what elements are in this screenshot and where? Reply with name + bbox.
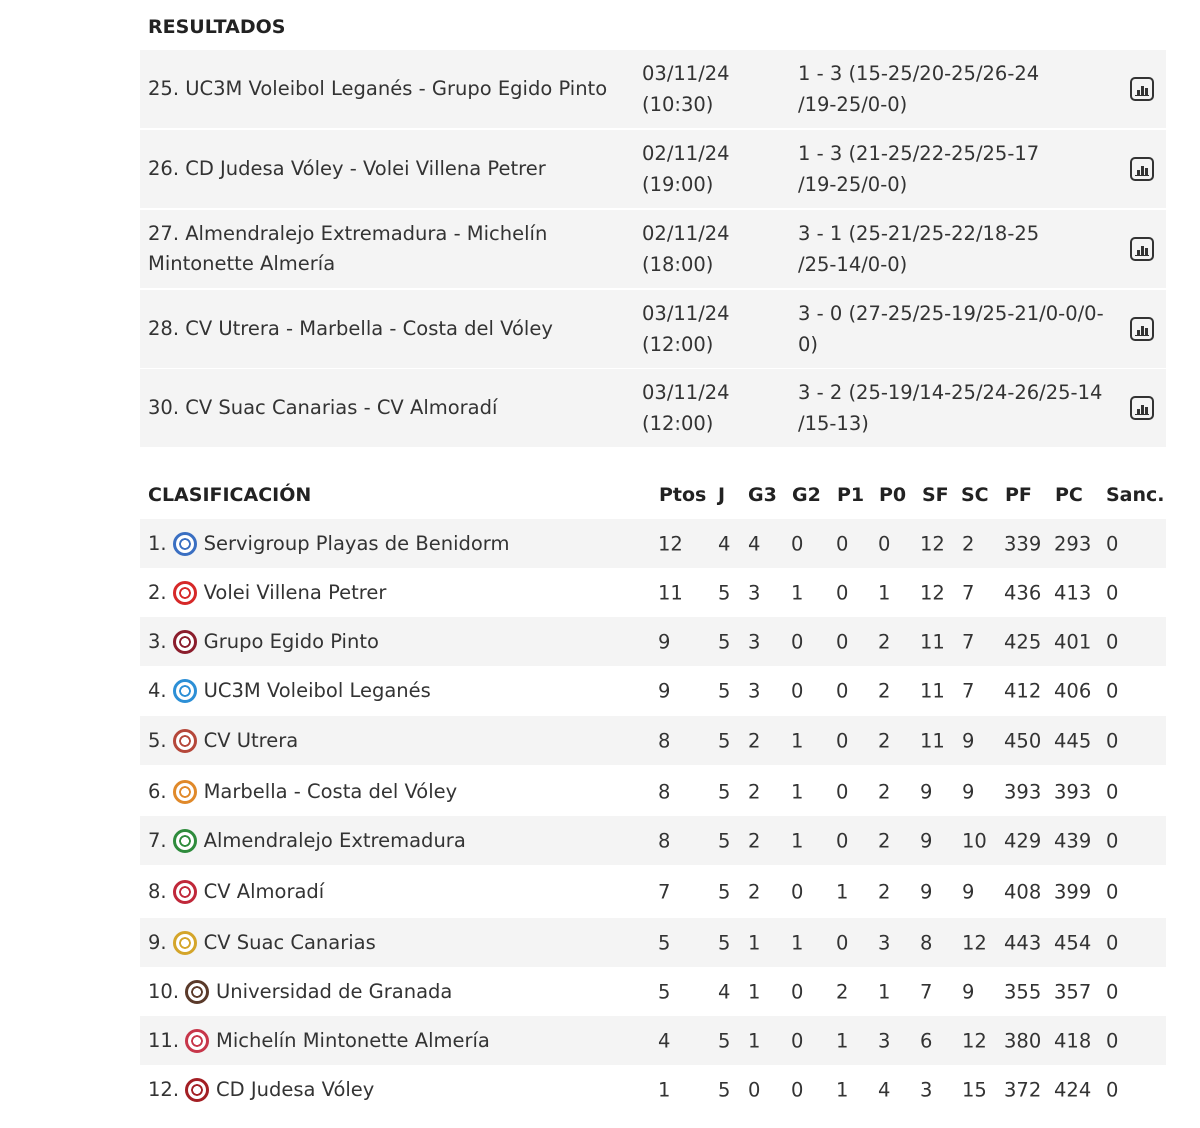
stat-pc: 454 bbox=[1054, 931, 1092, 954]
stat-g3: 1 bbox=[748, 931, 761, 954]
stat-g2: 0 bbox=[791, 630, 804, 653]
stat-sanc: 0 bbox=[1106, 980, 1119, 1003]
stat-p1: 0 bbox=[836, 581, 849, 604]
stat-p0: 0 bbox=[878, 532, 891, 555]
team-name[interactable]: Volei Villena Petrer bbox=[203, 581, 387, 604]
result-score bbox=[798, 138, 1118, 200]
stat-pf: 380 bbox=[1004, 1029, 1042, 1052]
stat-ptos: 11 bbox=[658, 581, 683, 604]
result-match[interactable]: 25. UC3M Voleibol Leganés - Grupo Egido Pinto bbox=[148, 77, 608, 100]
stat-j: 4 bbox=[718, 532, 731, 555]
result-date: 02/11/24 bbox=[642, 222, 730, 245]
stat-j: 5 bbox=[718, 780, 731, 803]
stat-g3: 1 bbox=[748, 1029, 761, 1052]
team-cell[interactable] bbox=[148, 780, 457, 804]
stat-sc: 7 bbox=[962, 679, 975, 702]
stat-p0: 2 bbox=[878, 780, 891, 803]
stat-sf: 9 bbox=[920, 780, 933, 803]
result-score bbox=[798, 298, 1118, 360]
stat-p0: 2 bbox=[878, 630, 891, 653]
stat-p0: 2 bbox=[878, 679, 891, 702]
header-p0: P0 bbox=[879, 484, 907, 506]
stat-sanc: 0 bbox=[1106, 581, 1119, 604]
stat-ptos: 1 bbox=[658, 1078, 671, 1101]
stat-pf: 339 bbox=[1004, 532, 1042, 555]
stat-g3: 2 bbox=[748, 880, 761, 903]
stat-sf: 12 bbox=[920, 532, 945, 555]
stats-chart-icon[interactable] bbox=[1130, 317, 1154, 341]
stat-g2: 1 bbox=[791, 931, 804, 954]
stat-sc: 10 bbox=[962, 829, 987, 852]
stat-sanc: 0 bbox=[1106, 679, 1119, 702]
stat-sanc: 0 bbox=[1106, 931, 1119, 954]
stat-sanc: 0 bbox=[1106, 729, 1119, 752]
standings-row[interactable] bbox=[140, 918, 1166, 967]
stat-p1: 0 bbox=[836, 679, 849, 702]
stat-ptos: 8 bbox=[658, 729, 671, 752]
stat-pc: 401 bbox=[1054, 630, 1092, 653]
team-cell[interactable] bbox=[148, 581, 386, 605]
team-position: 5. bbox=[148, 729, 167, 752]
team-position: 1. bbox=[148, 532, 167, 555]
stat-pf: 450 bbox=[1004, 729, 1042, 752]
standings-row[interactable] bbox=[140, 867, 1166, 916]
result-score-line1: 3 - 0 (27-25/25-19/25-21/0-0/0-0) bbox=[798, 302, 1104, 356]
pinto-logo bbox=[173, 630, 197, 654]
result-match[interactable]: 28. CV Utrera - Marbella - Costa del Vóley bbox=[148, 317, 553, 340]
stat-p1: 2 bbox=[836, 980, 849, 1003]
stat-sanc: 0 bbox=[1106, 829, 1119, 852]
benidorm-logo bbox=[173, 532, 197, 556]
team-cell[interactable] bbox=[148, 829, 466, 853]
standings-row[interactable] bbox=[140, 816, 1166, 865]
stat-sf: 9 bbox=[920, 880, 933, 903]
stat-ptos: 9 bbox=[658, 679, 671, 702]
team-name[interactable]: Almendralejo Extremadura bbox=[203, 829, 466, 852]
result-time: (10:30) bbox=[642, 93, 714, 116]
team-position: 7. bbox=[148, 829, 167, 852]
stat-pc: 439 bbox=[1054, 829, 1092, 852]
result-date: 03/11/24 bbox=[642, 62, 730, 85]
granada-logo bbox=[185, 980, 209, 1004]
standings-title: CLASIFICACIÓN bbox=[148, 484, 312, 506]
stat-sanc: 0 bbox=[1106, 1078, 1119, 1101]
almeria-logo bbox=[185, 1029, 209, 1053]
judesa-logo bbox=[185, 1078, 209, 1102]
stat-ptos: 8 bbox=[658, 780, 671, 803]
stat-g3: 2 bbox=[748, 780, 761, 803]
stat-sf: 6 bbox=[920, 1029, 933, 1052]
header-p1: P1 bbox=[837, 484, 865, 506]
team-cell[interactable] bbox=[148, 729, 298, 753]
stat-g2: 1 bbox=[791, 829, 804, 852]
stat-pf: 412 bbox=[1004, 679, 1042, 702]
team-name[interactable]: CD Judesa Vóley bbox=[216, 1078, 375, 1101]
stat-j: 5 bbox=[718, 1078, 731, 1101]
stat-g3: 0 bbox=[748, 1078, 761, 1101]
team-position: 9. bbox=[148, 931, 167, 954]
stat-p1: 0 bbox=[836, 729, 849, 752]
stat-sc: 2 bbox=[962, 532, 975, 555]
stat-sf: 12 bbox=[920, 581, 945, 604]
suac-logo bbox=[173, 931, 197, 955]
stat-sc: 9 bbox=[962, 980, 975, 1003]
team-name[interactable]: CV Suac Canarias bbox=[203, 931, 376, 954]
result-time: (12:00) bbox=[642, 412, 714, 435]
stat-j: 5 bbox=[718, 679, 731, 702]
stat-pf: 372 bbox=[1004, 1078, 1042, 1101]
result-datetime bbox=[642, 58, 782, 120]
stat-g2: 0 bbox=[791, 1029, 804, 1052]
stat-sanc: 0 bbox=[1106, 780, 1119, 803]
stat-p1: 0 bbox=[836, 780, 849, 803]
result-date: 02/11/24 bbox=[642, 142, 730, 165]
team-cell[interactable] bbox=[148, 880, 324, 904]
stat-sc: 7 bbox=[962, 630, 975, 653]
stat-ptos: 9 bbox=[658, 630, 671, 653]
stat-g2: 0 bbox=[791, 679, 804, 702]
stat-pf: 425 bbox=[1004, 630, 1042, 653]
stats-chart-icon[interactable] bbox=[1130, 77, 1154, 101]
team-cell[interactable] bbox=[148, 630, 379, 654]
stat-p1: 1 bbox=[836, 880, 849, 903]
result-date: 03/11/24 bbox=[642, 302, 730, 325]
stats-chart-icon[interactable] bbox=[1130, 396, 1154, 420]
team-position: 12. bbox=[148, 1078, 180, 1101]
stat-j: 5 bbox=[718, 630, 731, 653]
stat-p0: 2 bbox=[878, 729, 891, 752]
standings-row[interactable] bbox=[140, 1016, 1166, 1065]
standings-row[interactable] bbox=[140, 519, 1166, 568]
almoradi-logo bbox=[173, 880, 197, 904]
result-score-line2: /15-13) bbox=[798, 412, 869, 435]
result-score bbox=[798, 377, 1118, 439]
team-name[interactable]: Michelín Mintonette Almería bbox=[216, 1029, 490, 1052]
stat-j: 5 bbox=[718, 1029, 731, 1052]
stat-j: 5 bbox=[718, 880, 731, 903]
stat-p1: 0 bbox=[836, 532, 849, 555]
stat-p0: 2 bbox=[878, 880, 891, 903]
team-name[interactable]: CV Utrera bbox=[203, 729, 299, 752]
stat-p1: 0 bbox=[836, 931, 849, 954]
stat-pf: 355 bbox=[1004, 980, 1042, 1003]
stat-pc: 406 bbox=[1054, 679, 1092, 702]
result-match[interactable]: 26. CD Judesa Vóley - Volei Villena Petrer bbox=[148, 157, 546, 180]
stat-j: 5 bbox=[718, 729, 731, 752]
stat-p0: 1 bbox=[878, 980, 891, 1003]
stat-p0: 2 bbox=[878, 829, 891, 852]
stat-p0: 3 bbox=[878, 931, 891, 954]
team-position: 3. bbox=[148, 630, 167, 653]
team-position: 6. bbox=[148, 780, 167, 803]
team-position: 10. bbox=[148, 980, 180, 1003]
stat-g2: 0 bbox=[791, 980, 804, 1003]
stat-sc: 9 bbox=[962, 880, 975, 903]
stat-sf: 11 bbox=[920, 630, 945, 653]
result-datetime bbox=[642, 298, 782, 360]
standings-header bbox=[140, 480, 1166, 510]
stat-pf: 436 bbox=[1004, 581, 1042, 604]
stat-g2: 0 bbox=[791, 1078, 804, 1101]
team-cell[interactable] bbox=[148, 679, 431, 703]
stat-p0: 4 bbox=[878, 1078, 891, 1101]
results-title: RESULTADOS bbox=[148, 16, 286, 38]
stat-g2: 0 bbox=[791, 532, 804, 555]
team-name[interactable]: UC3M Voleibol Leganés bbox=[203, 679, 431, 702]
stat-pf: 429 bbox=[1004, 829, 1042, 852]
stat-pf: 393 bbox=[1004, 780, 1042, 803]
stat-g3: 3 bbox=[748, 679, 761, 702]
stat-sf: 11 bbox=[920, 679, 945, 702]
stat-pc: 418 bbox=[1054, 1029, 1092, 1052]
result-datetime bbox=[642, 138, 782, 200]
team-name[interactable]: Servigroup Playas de Benidorm bbox=[203, 532, 510, 555]
utrera-logo bbox=[173, 729, 197, 753]
stat-sanc: 0 bbox=[1106, 630, 1119, 653]
stat-g3: 1 bbox=[748, 980, 761, 1003]
header-pc: PC bbox=[1055, 484, 1083, 506]
team-position: 8. bbox=[148, 880, 167, 903]
standings-row[interactable] bbox=[140, 716, 1166, 765]
header-ptos: Ptos bbox=[659, 484, 707, 506]
team-position: 11. bbox=[148, 1029, 180, 1052]
stat-sc: 9 bbox=[962, 729, 975, 752]
almendralejo-logo bbox=[173, 829, 197, 853]
standings-row[interactable] bbox=[140, 617, 1166, 666]
stat-pc: 393 bbox=[1054, 780, 1092, 803]
stat-p1: 0 bbox=[836, 829, 849, 852]
result-score bbox=[798, 58, 1118, 120]
stat-pc: 293 bbox=[1054, 532, 1092, 555]
team-name[interactable]: Grupo Egido Pinto bbox=[203, 630, 379, 653]
stat-ptos: 5 bbox=[658, 931, 671, 954]
result-row[interactable] bbox=[140, 369, 1166, 447]
stat-ptos: 8 bbox=[658, 829, 671, 852]
stat-sf: 8 bbox=[920, 931, 933, 954]
stat-sf: 7 bbox=[920, 980, 933, 1003]
stats-chart-icon[interactable] bbox=[1130, 237, 1154, 261]
stat-g3: 3 bbox=[748, 581, 761, 604]
header-sanc: Sanc. bbox=[1106, 484, 1165, 506]
team-position: 4. bbox=[148, 679, 167, 702]
standings-row[interactable] bbox=[140, 767, 1166, 816]
result-row[interactable] bbox=[140, 130, 1166, 208]
result-time: (19:00) bbox=[642, 173, 714, 196]
standings-row[interactable] bbox=[140, 568, 1166, 617]
stat-ptos: 12 bbox=[658, 532, 683, 555]
stat-g2: 1 bbox=[791, 581, 804, 604]
marbella-logo bbox=[173, 780, 197, 804]
stat-p1: 1 bbox=[836, 1078, 849, 1101]
stat-ptos: 4 bbox=[658, 1029, 671, 1052]
standings-row[interactable] bbox=[140, 967, 1166, 1016]
stat-j: 5 bbox=[718, 829, 731, 852]
standings-row[interactable] bbox=[140, 1065, 1166, 1114]
team-cell[interactable] bbox=[148, 532, 509, 556]
stat-pc: 413 bbox=[1054, 581, 1092, 604]
uc3m-logo bbox=[173, 679, 197, 703]
header-sf: SF bbox=[922, 484, 949, 506]
stat-ptos: 5 bbox=[658, 980, 671, 1003]
stat-p1: 0 bbox=[836, 630, 849, 653]
stat-j: 5 bbox=[718, 931, 731, 954]
result-date: 03/11/24 bbox=[642, 381, 730, 404]
result-score-line2: /25-14/0-0) bbox=[798, 253, 908, 276]
result-score-line1: 1 - 3 (21-25/22-25/25-17 bbox=[798, 142, 1040, 165]
stat-pc: 445 bbox=[1054, 729, 1092, 752]
stat-j: 5 bbox=[718, 581, 731, 604]
stat-sf: 3 bbox=[920, 1078, 933, 1101]
stat-pf: 443 bbox=[1004, 931, 1042, 954]
stat-g2: 0 bbox=[791, 880, 804, 903]
stat-sf: 11 bbox=[920, 729, 945, 752]
stat-pc: 424 bbox=[1054, 1078, 1092, 1101]
stat-g3: 2 bbox=[748, 729, 761, 752]
result-row[interactable] bbox=[140, 290, 1166, 368]
stat-sc: 12 bbox=[962, 931, 987, 954]
team-cell[interactable] bbox=[148, 931, 376, 955]
stat-ptos: 7 bbox=[658, 880, 671, 903]
result-time: (12:00) bbox=[642, 333, 714, 356]
result-datetime bbox=[642, 218, 782, 280]
stat-sc: 9 bbox=[962, 780, 975, 803]
team-name[interactable]: Universidad de Granada bbox=[216, 980, 453, 1003]
header-pf: PF bbox=[1005, 484, 1032, 506]
result-score bbox=[798, 218, 1118, 280]
stat-sanc: 0 bbox=[1106, 880, 1119, 903]
result-score-line1: 3 - 1 (25-21/25-22/18-25 bbox=[798, 222, 1040, 245]
stat-p1: 1 bbox=[836, 1029, 849, 1052]
team-cell[interactable] bbox=[148, 1029, 490, 1053]
stat-p0: 3 bbox=[878, 1029, 891, 1052]
stat-g2: 1 bbox=[791, 729, 804, 752]
result-score-line2: /19-25/0-0) bbox=[798, 93, 908, 116]
team-position: 2. bbox=[148, 581, 167, 604]
standings-row[interactable] bbox=[140, 666, 1166, 715]
result-match[interactable]: 30. CV Suac Canarias - CV Almoradí bbox=[148, 396, 498, 419]
stat-g3: 4 bbox=[748, 532, 761, 555]
header-sc: SC bbox=[961, 484, 989, 506]
stat-sf: 9 bbox=[920, 829, 933, 852]
result-score-line2: /19-25/0-0) bbox=[798, 173, 908, 196]
villena-logo bbox=[173, 581, 197, 605]
result-datetime bbox=[642, 377, 782, 439]
result-row[interactable] bbox=[140, 210, 1166, 288]
header-g3: G3 bbox=[748, 484, 777, 506]
result-score-line1: 1 - 3 (15-25/20-25/26-24 bbox=[798, 62, 1040, 85]
stat-sc: 7 bbox=[962, 581, 975, 604]
stat-g3: 3 bbox=[748, 630, 761, 653]
result-time: (18:00) bbox=[642, 253, 714, 276]
result-row[interactable] bbox=[140, 50, 1166, 128]
stats-chart-icon[interactable] bbox=[1130, 157, 1154, 181]
team-cell[interactable] bbox=[148, 980, 452, 1004]
stat-sc: 12 bbox=[962, 1029, 987, 1052]
stat-p0: 1 bbox=[878, 581, 891, 604]
team-name[interactable]: CV Almoradí bbox=[203, 880, 325, 903]
result-score-line1: 3 - 2 (25-19/14-25/24-26/25-14 bbox=[798, 381, 1103, 404]
stat-pf: 408 bbox=[1004, 880, 1042, 903]
stat-sc: 15 bbox=[962, 1078, 987, 1101]
stat-sanc: 0 bbox=[1106, 1029, 1119, 1052]
stat-sanc: 0 bbox=[1106, 532, 1119, 555]
stat-g2: 1 bbox=[791, 780, 804, 803]
team-cell[interactable] bbox=[148, 1078, 374, 1102]
stat-g3: 2 bbox=[748, 829, 761, 852]
header-j: J bbox=[718, 484, 726, 506]
stat-pc: 357 bbox=[1054, 980, 1092, 1003]
stat-j: 4 bbox=[718, 980, 731, 1003]
result-match[interactable]: 27. Almendralejo Extremadura - Michelín Mintonette Almería bbox=[148, 222, 548, 275]
team-name[interactable]: Marbella - Costa del Vóley bbox=[203, 780, 458, 803]
stat-pc: 399 bbox=[1054, 880, 1092, 903]
header-g2: G2 bbox=[792, 484, 821, 506]
